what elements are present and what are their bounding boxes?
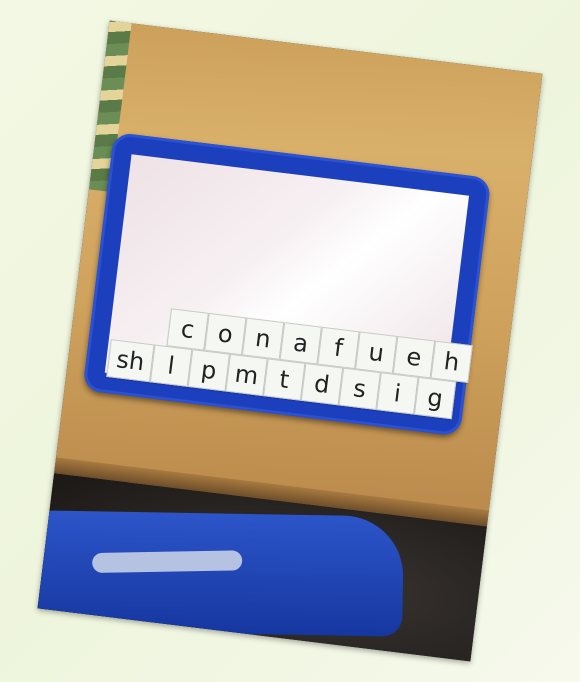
blue-chair xyxy=(38,510,405,637)
letter-tile[interactable]: sh xyxy=(106,339,154,382)
letter-tile[interactable]: h xyxy=(430,341,472,383)
whiteboard-photo xyxy=(38,21,543,662)
mini-whiteboard xyxy=(82,132,491,436)
letter-tile[interactable]: l xyxy=(150,345,192,387)
letter-tile[interactable]: n xyxy=(242,318,284,360)
letter-tile[interactable]: s xyxy=(339,368,381,410)
letter-tile[interactable]: f xyxy=(317,327,359,369)
letter-tile[interactable]: c xyxy=(166,308,208,350)
letter-tile[interactable]: g xyxy=(414,377,456,419)
whiteboard-surface xyxy=(105,154,469,414)
letter-tile[interactable]: u xyxy=(355,331,397,373)
letter-tile[interactable]: p xyxy=(188,349,230,391)
letter-tile[interactable]: d xyxy=(301,363,343,405)
chair-handle-slot xyxy=(92,550,242,573)
letter-tile[interactable]: o xyxy=(204,313,246,355)
letter-tile[interactable]: i xyxy=(376,372,418,414)
letter-tile[interactable]: e xyxy=(393,336,435,378)
letter-tile[interactable]: m xyxy=(225,354,267,396)
letter-tile[interactable]: t xyxy=(263,358,305,400)
letter-tile[interactable]: a xyxy=(280,322,322,364)
